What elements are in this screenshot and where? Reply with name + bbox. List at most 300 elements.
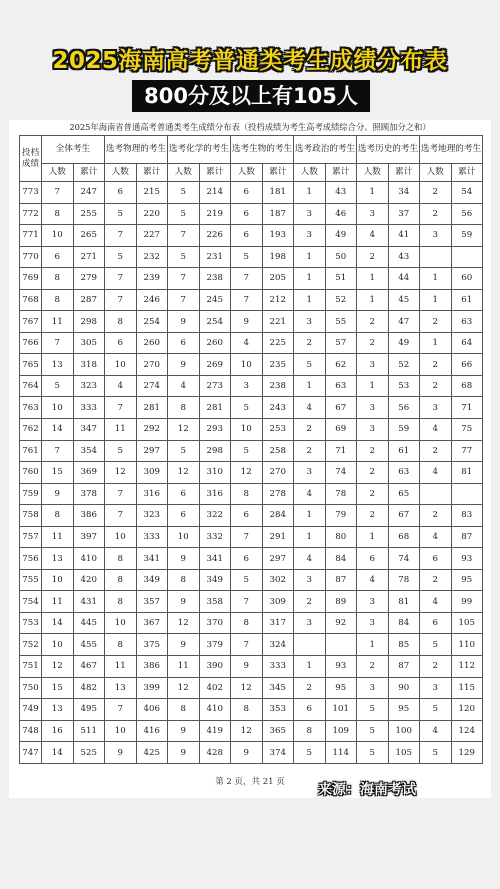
cumulative-cell: 419 xyxy=(199,720,231,742)
cumulative-cell: 61 xyxy=(388,440,420,462)
count-cell: 8 xyxy=(168,569,200,591)
cumulative-cell: 402 xyxy=(199,677,231,699)
score-cell: 756 xyxy=(20,548,42,570)
count-cell: 4 xyxy=(294,397,326,419)
count-cell: 8 xyxy=(105,311,137,333)
count-cell: 8 xyxy=(231,699,263,721)
cumulative-cell: 420 xyxy=(73,569,105,591)
cumulative-cell: 81 xyxy=(388,591,420,613)
count-cell: 2 xyxy=(294,332,326,354)
document-page xyxy=(9,120,491,798)
count-cell: 1 xyxy=(294,526,326,548)
count-cell: 5 xyxy=(105,203,137,225)
count-cell: 7 xyxy=(168,225,200,247)
count-cell: 10 xyxy=(231,419,263,441)
cumulative-cell: 61 xyxy=(451,289,483,311)
group-header-row xyxy=(20,136,483,164)
banner-title: 2025海南高考普通类考生成绩分布表 xyxy=(52,48,448,74)
score-cell: 762 xyxy=(20,419,42,441)
count-header: 人数 xyxy=(231,164,263,182)
count-cell: 7 xyxy=(105,397,137,419)
cumulative-cell: 87 xyxy=(451,526,483,548)
cumulative-cell: 55 xyxy=(325,311,357,333)
cumulative-cell xyxy=(451,483,483,505)
count-cell: 1 xyxy=(420,268,452,290)
score-cell: 758 xyxy=(20,505,42,527)
cumulative-cell: 43 xyxy=(325,182,357,204)
cumulative-cell: 323 xyxy=(136,505,168,527)
count-cell: 8 xyxy=(294,720,326,742)
count-cell: 6 xyxy=(105,182,137,204)
cumulative-cell: 247 xyxy=(73,182,105,204)
cumulative-cell: 374 xyxy=(262,742,294,764)
table-caption: 2025年海南省普通高考普通类考生成绩分布表（投档成绩为考生高考成绩综合分、照顾加分之和） xyxy=(69,122,431,132)
count-cell: 6 xyxy=(357,548,389,570)
count-cell: 6 xyxy=(231,182,263,204)
cumulative-cell: 333 xyxy=(136,526,168,548)
cumulative-cell: 482 xyxy=(73,677,105,699)
cumulative-cell: 357 xyxy=(136,591,168,613)
count-cell: 12 xyxy=(168,419,200,441)
count-cell: 13 xyxy=(42,699,74,721)
cumulative-cell: 129 xyxy=(451,742,483,764)
cumulative-cell: 365 xyxy=(262,720,294,742)
cumulative-cell: 369 xyxy=(73,462,105,484)
count-cell: 8 xyxy=(168,397,200,419)
count-cell: 7 xyxy=(231,289,263,311)
cumulative-cell: 95 xyxy=(451,569,483,591)
table-row xyxy=(20,419,483,441)
count-cell: 3 xyxy=(294,612,326,634)
cumulative-cell: 495 xyxy=(73,699,105,721)
score-cell: 765 xyxy=(20,354,42,376)
count-cell: 6 xyxy=(231,225,263,247)
count-cell: 4 xyxy=(357,569,389,591)
count-cell: 1 xyxy=(294,656,326,678)
cumulative-cell: 265 xyxy=(73,225,105,247)
count-cell: 1 xyxy=(357,268,389,290)
score-cell: 752 xyxy=(20,634,42,656)
count-cell: 1 xyxy=(357,182,389,204)
cumulative-cell: 345 xyxy=(262,677,294,699)
count-cell: 5 xyxy=(105,440,137,462)
cumulative-cell: 67 xyxy=(325,397,357,419)
table-row xyxy=(20,569,483,591)
cumulative-cell: 370 xyxy=(199,612,231,634)
count-cell: 9 xyxy=(42,483,74,505)
cumulative-cell: 67 xyxy=(388,505,420,527)
table-row xyxy=(20,720,483,742)
count-cell: 6 xyxy=(294,699,326,721)
score-cell: 772 xyxy=(20,203,42,225)
count-cell: 5 xyxy=(168,246,200,268)
count-cell: 15 xyxy=(42,677,74,699)
cumulative-cell: 270 xyxy=(262,462,294,484)
count-cell: 6 xyxy=(105,332,137,354)
count-cell: 7 xyxy=(231,634,263,656)
count-header: 人数 xyxy=(420,164,452,182)
count-cell: 10 xyxy=(105,526,137,548)
cumulative-cell: 114 xyxy=(325,742,357,764)
cumulative-cell: 410 xyxy=(199,699,231,721)
count-cell: 2 xyxy=(420,505,452,527)
count-cell: 4 xyxy=(357,225,389,247)
score-cell: 759 xyxy=(20,483,42,505)
cumulative-cell: 71 xyxy=(451,397,483,419)
cumulative-cell: 77 xyxy=(451,440,483,462)
cumulative-header: 累计 xyxy=(73,164,105,182)
count-cell: 2 xyxy=(420,656,452,678)
cumulative-cell: 44 xyxy=(388,268,420,290)
table-row xyxy=(20,246,483,268)
count-cell: 5 xyxy=(168,182,200,204)
cumulative-cell: 198 xyxy=(262,246,294,268)
cumulative-cell: 101 xyxy=(325,699,357,721)
count-cell: 7 xyxy=(231,591,263,613)
cumulative-cell: 318 xyxy=(73,354,105,376)
cumulative-cell: 292 xyxy=(136,419,168,441)
cumulative-cell: 227 xyxy=(136,225,168,247)
cumulative-cell: 302 xyxy=(262,569,294,591)
cumulative-cell: 47 xyxy=(388,311,420,333)
count-cell: 7 xyxy=(105,483,137,505)
count-cell: 9 xyxy=(168,311,200,333)
count-cell: 3 xyxy=(420,677,452,699)
count-cell: 2 xyxy=(357,332,389,354)
table-row xyxy=(20,332,483,354)
score-cell: 750 xyxy=(20,677,42,699)
count-cell: 15 xyxy=(42,462,74,484)
cumulative-cell: 181 xyxy=(262,182,294,204)
cumulative-cell: 92 xyxy=(325,612,357,634)
count-cell: 2 xyxy=(294,677,326,699)
count-cell: 8 xyxy=(231,612,263,634)
count-cell: 3 xyxy=(357,591,389,613)
cumulative-cell: 54 xyxy=(451,182,483,204)
cumulative-cell: 333 xyxy=(73,397,105,419)
cumulative-cell: 84 xyxy=(388,612,420,634)
count-cell: 5 xyxy=(294,742,326,764)
count-cell: 6 xyxy=(168,505,200,527)
count-cell: 1 xyxy=(294,505,326,527)
cumulative-cell: 34 xyxy=(388,182,420,204)
count-header: 人数 xyxy=(105,164,137,182)
count-cell: 2 xyxy=(357,656,389,678)
cumulative-cell: 238 xyxy=(199,268,231,290)
sub-header-row xyxy=(20,164,483,182)
cumulative-cell: 221 xyxy=(262,311,294,333)
count-cell: 1 xyxy=(357,634,389,656)
count-cell: 2 xyxy=(420,375,452,397)
cumulative-header: 累计 xyxy=(199,164,231,182)
count-cell: 11 xyxy=(42,591,74,613)
cumulative-cell: 239 xyxy=(136,268,168,290)
count-cell: 3 xyxy=(357,354,389,376)
count-cell: 10 xyxy=(168,526,200,548)
count-cell: 2 xyxy=(420,203,452,225)
count-cell: 14 xyxy=(42,742,74,764)
cumulative-cell: 63 xyxy=(325,375,357,397)
count-cell: 9 xyxy=(168,354,200,376)
cumulative-cell: 85 xyxy=(388,634,420,656)
table-row xyxy=(20,742,483,764)
count-cell: 1 xyxy=(294,375,326,397)
cumulative-cell: 428 xyxy=(199,742,231,764)
count-cell: 5 xyxy=(231,569,263,591)
cumulative-cell: 187 xyxy=(262,203,294,225)
cumulative-cell: 354 xyxy=(73,440,105,462)
count-cell: 8 xyxy=(42,289,74,311)
cumulative-header: 累计 xyxy=(262,164,294,182)
count-cell: 2 xyxy=(420,311,452,333)
count-cell: 6 xyxy=(420,612,452,634)
count-cell: 7 xyxy=(42,332,74,354)
count-cell: 7 xyxy=(42,182,74,204)
count-cell: 8 xyxy=(105,548,137,570)
cumulative-cell: 341 xyxy=(199,548,231,570)
cumulative-cell: 238 xyxy=(262,375,294,397)
count-cell: 7 xyxy=(105,505,137,527)
score-cell: 755 xyxy=(20,569,42,591)
cumulative-cell: 74 xyxy=(325,462,357,484)
count-cell: 12 xyxy=(168,462,200,484)
count-cell: 2 xyxy=(420,440,452,462)
cumulative-cell: 254 xyxy=(136,311,168,333)
cumulative-cell: 235 xyxy=(262,354,294,376)
count-cell: 12 xyxy=(168,677,200,699)
cumulative-cell: 305 xyxy=(73,332,105,354)
table-row xyxy=(20,591,483,613)
cumulative-cell: 66 xyxy=(451,354,483,376)
cumulative-cell: 226 xyxy=(199,225,231,247)
count-cell: 13 xyxy=(42,354,74,376)
count-cell: 7 xyxy=(42,440,74,462)
count-cell: 1 xyxy=(420,332,452,354)
count-cell: 5 xyxy=(105,246,137,268)
cumulative-cell: 525 xyxy=(73,742,105,764)
count-cell: 3 xyxy=(420,225,452,247)
count-cell: 5 xyxy=(357,699,389,721)
table-row xyxy=(20,548,483,570)
cumulative-cell: 78 xyxy=(388,569,420,591)
count-cell xyxy=(420,483,452,505)
score-cell: 773 xyxy=(20,182,42,204)
cumulative-cell: 46 xyxy=(325,203,357,225)
cumulative-cell: 110 xyxy=(451,634,483,656)
cumulative-cell: 90 xyxy=(388,677,420,699)
count-cell: 1 xyxy=(294,182,326,204)
count-cell: 5 xyxy=(357,720,389,742)
count-cell: 2 xyxy=(357,440,389,462)
count-cell: 5 xyxy=(168,203,200,225)
cumulative-cell: 333 xyxy=(262,656,294,678)
cumulative-cell: 324 xyxy=(262,634,294,656)
cumulative-cell: 87 xyxy=(325,569,357,591)
cumulative-cell xyxy=(325,634,357,656)
count-cell: 5 xyxy=(420,699,452,721)
cumulative-cell: 93 xyxy=(451,548,483,570)
score-distribution-table xyxy=(19,135,483,764)
cumulative-cell: 81 xyxy=(451,462,483,484)
cumulative-cell: 219 xyxy=(199,203,231,225)
count-cell: 4 xyxy=(105,375,137,397)
cumulative-cell: 310 xyxy=(199,462,231,484)
cumulative-cell: 37 xyxy=(388,203,420,225)
cumulative-cell: 379 xyxy=(199,634,231,656)
cumulative-cell: 298 xyxy=(73,311,105,333)
cumulative-cell: 281 xyxy=(136,397,168,419)
cumulative-cell: 316 xyxy=(199,483,231,505)
count-cell: 13 xyxy=(105,677,137,699)
cumulative-cell: 245 xyxy=(199,289,231,311)
cumulative-cell: 353 xyxy=(262,699,294,721)
cumulative-cell: 279 xyxy=(73,268,105,290)
cumulative-cell: 215 xyxy=(136,182,168,204)
count-cell: 3 xyxy=(357,397,389,419)
score-cell: 757 xyxy=(20,526,42,548)
cumulative-cell: 64 xyxy=(451,332,483,354)
cumulative-cell: 232 xyxy=(136,246,168,268)
table-row xyxy=(20,505,483,527)
cumulative-cell: 65 xyxy=(388,483,420,505)
cumulative-cell: 45 xyxy=(388,289,420,311)
count-cell: 3 xyxy=(357,419,389,441)
table-row xyxy=(20,397,483,419)
count-cell: 3 xyxy=(294,462,326,484)
count-cell: 2 xyxy=(357,505,389,527)
count-cell: 6 xyxy=(168,483,200,505)
count-cell: 9 xyxy=(105,742,137,764)
cumulative-cell: 53 xyxy=(388,375,420,397)
count-cell: 9 xyxy=(231,656,263,678)
count-cell: 5 xyxy=(231,397,263,419)
count-cell: 2 xyxy=(357,311,389,333)
cumulative-cell: 68 xyxy=(451,375,483,397)
cumulative-cell: 59 xyxy=(451,225,483,247)
count-cell: 2 xyxy=(357,246,389,268)
cumulative-cell: 309 xyxy=(262,591,294,613)
cumulative-cell: 258 xyxy=(262,440,294,462)
table-row xyxy=(20,483,483,505)
cumulative-cell: 74 xyxy=(388,548,420,570)
count-cell: 8 xyxy=(231,483,263,505)
score-cell: 751 xyxy=(20,656,42,678)
table-row xyxy=(20,656,483,678)
score-cell: 760 xyxy=(20,462,42,484)
cumulative-cell: 56 xyxy=(451,203,483,225)
score-cell: 768 xyxy=(20,289,42,311)
cumulative-cell: 309 xyxy=(136,462,168,484)
score-cell: 749 xyxy=(20,699,42,721)
cumulative-cell: 260 xyxy=(136,332,168,354)
count-header: 人数 xyxy=(357,164,389,182)
count-cell: 2 xyxy=(420,354,452,376)
count-cell: 2 xyxy=(294,591,326,613)
count-cell: 12 xyxy=(168,612,200,634)
count-cell: 10 xyxy=(42,569,74,591)
cumulative-cell: 51 xyxy=(325,268,357,290)
cumulative-cell: 254 xyxy=(199,311,231,333)
source-label: 来源：海南考试 xyxy=(318,782,416,798)
group-header: 选考地理的考生 xyxy=(420,136,483,164)
score-cell: 747 xyxy=(20,742,42,764)
group-header: 全体考生 xyxy=(42,136,105,164)
count-cell: 4 xyxy=(294,483,326,505)
count-cell: 7 xyxy=(231,268,263,290)
count-cell: 12 xyxy=(231,462,263,484)
cumulative-cell: 260 xyxy=(199,332,231,354)
count-cell: 3 xyxy=(420,397,452,419)
count-cell: 9 xyxy=(168,720,200,742)
count-cell: 13 xyxy=(42,548,74,570)
count-cell: 10 xyxy=(105,612,137,634)
count-cell: 3 xyxy=(294,203,326,225)
bottom-area xyxy=(0,800,500,889)
count-cell: 11 xyxy=(168,656,200,678)
count-cell: 12 xyxy=(231,720,263,742)
count-cell: 4 xyxy=(231,332,263,354)
cumulative-cell: 316 xyxy=(136,483,168,505)
count-cell: 9 xyxy=(168,742,200,764)
cumulative-cell: 375 xyxy=(136,634,168,656)
cumulative-cell: 95 xyxy=(325,677,357,699)
count-cell: 2 xyxy=(294,419,326,441)
score-cell: 753 xyxy=(20,612,42,634)
table-body xyxy=(20,182,483,764)
cumulative-cell: 322 xyxy=(199,505,231,527)
count-cell: 5 xyxy=(420,742,452,764)
count-cell: 14 xyxy=(42,419,74,441)
cumulative-cell: 297 xyxy=(136,440,168,462)
cumulative-cell: 323 xyxy=(73,375,105,397)
table-row xyxy=(20,225,483,247)
cumulative-cell: 89 xyxy=(325,591,357,613)
cumulative-cell: 511 xyxy=(73,720,105,742)
group-header: 选考政治的考生 xyxy=(294,136,357,164)
cumulative-cell: 109 xyxy=(325,720,357,742)
cumulative-cell: 397 xyxy=(73,526,105,548)
count-cell: 8 xyxy=(105,591,137,613)
cumulative-cell: 255 xyxy=(73,203,105,225)
cumulative-cell: 270 xyxy=(136,354,168,376)
cumulative-cell: 358 xyxy=(199,591,231,613)
cumulative-cell: 445 xyxy=(73,612,105,634)
count-cell: 10 xyxy=(42,634,74,656)
cumulative-header: 累计 xyxy=(325,164,357,182)
cumulative-cell: 291 xyxy=(262,526,294,548)
cumulative-cell: 214 xyxy=(199,182,231,204)
count-cell: 3 xyxy=(357,203,389,225)
count-cell: 4 xyxy=(420,720,452,742)
score-cell: 769 xyxy=(20,268,42,290)
count-cell: 1 xyxy=(420,289,452,311)
cumulative-cell: 105 xyxy=(451,612,483,634)
score-cell: 754 xyxy=(20,591,42,613)
count-cell: 3 xyxy=(294,225,326,247)
table-row xyxy=(20,182,483,204)
count-header: 人数 xyxy=(168,164,200,182)
cumulative-cell: 69 xyxy=(325,419,357,441)
cumulative-cell xyxy=(451,246,483,268)
cumulative-cell: 332 xyxy=(199,526,231,548)
group-header: 选考历史的考生 xyxy=(357,136,420,164)
cumulative-cell: 386 xyxy=(136,656,168,678)
count-cell: 6 xyxy=(231,505,263,527)
cumulative-header: 累计 xyxy=(136,164,168,182)
cumulative-cell: 62 xyxy=(325,354,357,376)
count-cell: 6 xyxy=(231,203,263,225)
cumulative-cell: 220 xyxy=(136,203,168,225)
